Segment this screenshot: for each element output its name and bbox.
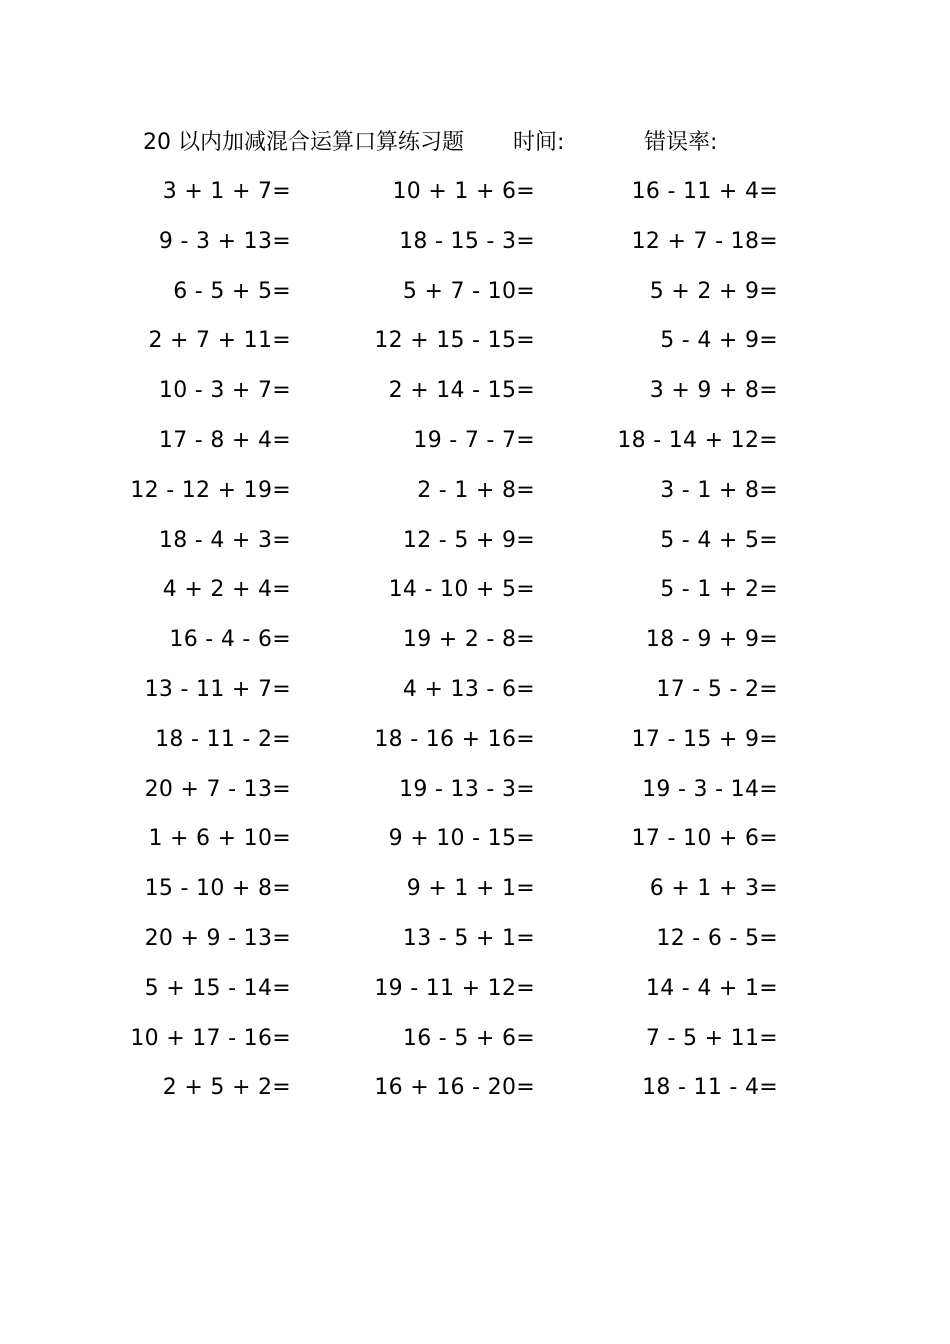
problem-row: [0, 723, 950, 773]
problem-cell: 2 + 5 + 2=: [162, 1075, 291, 1101]
problem-cell: 20 + 7 - 13=: [144, 776, 291, 802]
problem-cell: 18 - 11 - 2=: [155, 726, 291, 752]
problem-row: [0, 175, 950, 225]
problem-cell: 2 + 14 - 15=: [388, 378, 535, 404]
error-rate-label: 错误率:: [644, 130, 718, 155]
problem-cell: 2 + 7 + 11=: [148, 328, 291, 354]
problem-cell: 18 - 15 - 3=: [399, 228, 535, 254]
problem-grid: [0, 175, 950, 1121]
problem-cell: 12 - 12 + 19=: [130, 477, 291, 503]
problem-cell: 5 - 4 + 5=: [660, 527, 778, 553]
problem-row: [0, 822, 950, 872]
problem-row: [0, 773, 950, 823]
problem-row: [0, 424, 950, 474]
problem-cell: 18 - 9 + 9=: [645, 627, 778, 653]
problem-cell: 1 + 6 + 10=: [148, 826, 291, 852]
problem-cell: 12 - 6 - 5=: [656, 925, 778, 951]
problem-cell: 4 + 13 - 6=: [402, 676, 535, 702]
problem-row: [0, 275, 950, 325]
problem-row: [0, 922, 950, 972]
time-label: 时间:: [513, 130, 565, 155]
problem-cell: 12 + 7 - 18=: [631, 228, 778, 254]
problem-cell: 19 + 2 - 8=: [402, 627, 535, 653]
problem-cell: 18 - 14 + 12=: [617, 427, 778, 453]
problem-row: [0, 474, 950, 524]
problem-cell: 5 + 15 - 14=: [144, 975, 291, 1001]
problem-cell: 17 - 15 + 9=: [631, 726, 778, 752]
problem-cell: 19 - 13 - 3=: [399, 776, 535, 802]
problem-cell: 10 + 1 + 6=: [392, 179, 535, 204]
problem-row: [0, 324, 950, 374]
problem-cell: 18 - 4 + 3=: [158, 527, 291, 553]
problem-row: [0, 524, 950, 574]
problem-cell: 19 - 7 - 7=: [413, 427, 535, 453]
problem-cell: 5 + 2 + 9=: [649, 278, 778, 304]
problem-cell: 7 - 5 + 11=: [645, 1025, 778, 1051]
problem-cell: 4 + 2 + 4=: [162, 577, 291, 603]
problem-cell: 9 + 10 - 15=: [388, 826, 535, 852]
problem-cell: 13 - 5 + 1=: [402, 925, 535, 951]
problem-cell: 12 - 5 + 9=: [402, 527, 535, 553]
problem-row: [0, 623, 950, 673]
problem-cell: 14 - 10 + 5=: [388, 577, 535, 603]
problem-cell: 17 - 5 - 2=: [656, 676, 778, 702]
problem-cell: 14 - 4 + 1=: [645, 975, 778, 1001]
problem-cell: 17 - 8 + 4=: [158, 427, 291, 453]
problem-cell: 19 - 11 + 12=: [374, 975, 535, 1001]
problem-row: [0, 1071, 950, 1121]
problem-cell: 5 - 4 + 9=: [660, 328, 778, 354]
worksheet-title: 20 以内加减混合运算口算练习题: [143, 130, 464, 155]
problem-row: [0, 225, 950, 275]
problem-cell: 18 - 11 - 4=: [642, 1075, 778, 1101]
problem-cell: 9 - 3 + 13=: [158, 228, 291, 254]
problem-cell: 16 + 16 - 20=: [374, 1075, 535, 1101]
problem-cell: 12 + 15 - 15=: [374, 328, 535, 354]
problem-cell: 16 - 5 + 6=: [402, 1025, 535, 1051]
problem-cell: 16 - 4 - 6=: [169, 627, 291, 653]
problem-row: [0, 374, 950, 424]
problem-cell: 2 - 1 + 8=: [417, 477, 535, 503]
problem-cell: 18 - 16 + 16=: [374, 726, 535, 752]
problem-row: [0, 872, 950, 922]
problem-cell: 16 - 11 + 4=: [631, 179, 778, 204]
problem-cell: 9 + 1 + 1=: [406, 876, 535, 902]
problem-cell: 5 - 1 + 2=: [660, 577, 778, 603]
problem-cell: 17 - 10 + 6=: [631, 826, 778, 852]
problem-cell: 10 + 17 - 16=: [130, 1025, 291, 1051]
problem-cell: 6 - 5 + 5=: [173, 278, 291, 304]
problem-row: [0, 1022, 950, 1072]
problem-cell: 3 + 9 + 8=: [649, 378, 778, 404]
problem-cell: 5 + 7 - 10=: [402, 278, 535, 304]
problem-row: [0, 673, 950, 723]
problem-cell: 13 - 11 + 7=: [144, 676, 291, 702]
problem-cell: 20 + 9 - 13=: [144, 925, 291, 951]
problem-cell: 19 - 3 - 14=: [642, 776, 778, 802]
problem-cell: 15 - 10 + 8=: [144, 876, 291, 902]
problem-cell: 3 + 1 + 7=: [162, 179, 291, 204]
problem-row: [0, 573, 950, 623]
problem-row: [0, 972, 950, 1022]
problem-cell: 3 - 1 + 8=: [660, 477, 778, 503]
problem-cell: 6 + 1 + 3=: [649, 876, 778, 902]
problem-cell: 10 - 3 + 7=: [158, 378, 291, 404]
